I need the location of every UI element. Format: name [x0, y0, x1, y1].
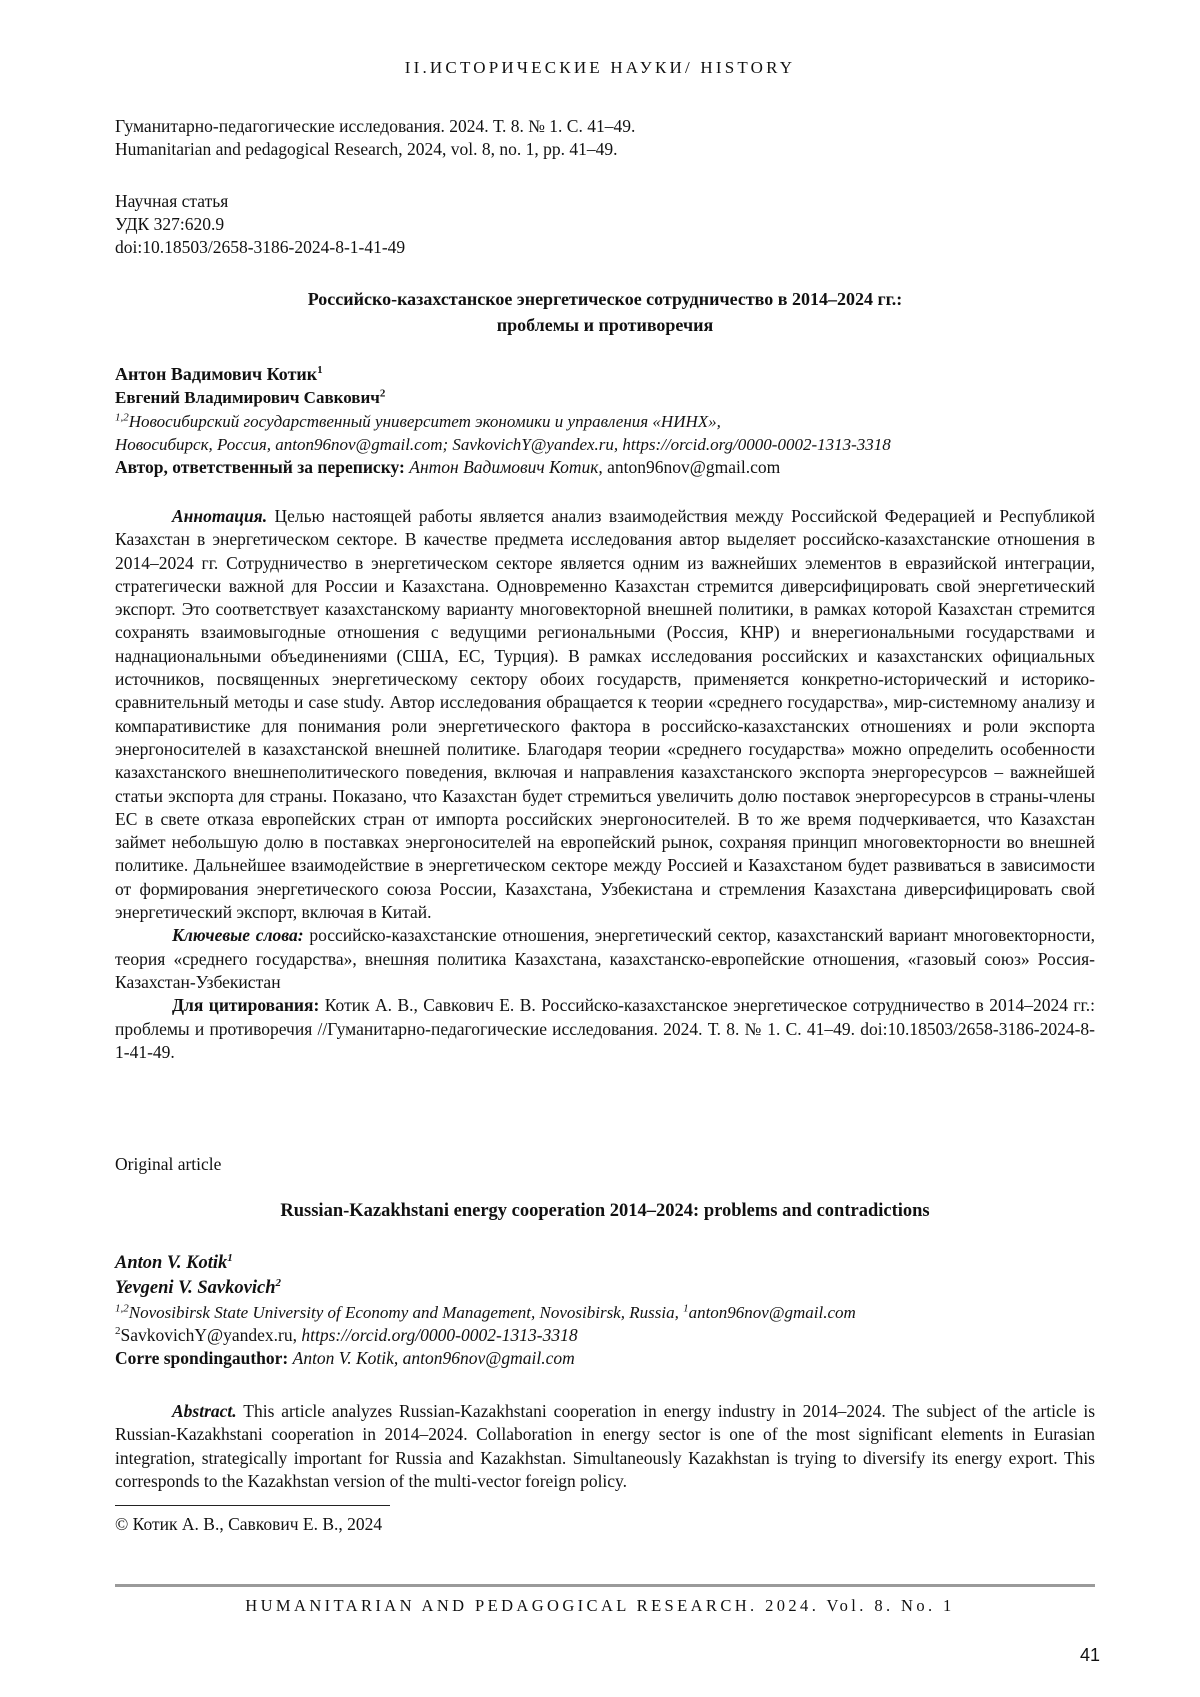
author-1-en-sup: 1: [227, 1251, 233, 1264]
title-en: Russian-Kazakhstani energy cooperation 2014–2024: problems and contradictions: [280, 1201, 930, 1221]
author-2-ru: [115, 386, 1095, 410]
original-article-label: Original article: [115, 1154, 222, 1174]
author-1-sup: 1: [317, 364, 323, 376]
author-2-en-sup: 2: [275, 1276, 281, 1289]
running-head: II.ИСТОРИЧЕСКИЕ НАУКИ/ HISTORY: [404, 58, 796, 77]
corresponding-name: Антон Вадимович Котик,: [409, 457, 603, 477]
article-type: Научная статья: [115, 191, 229, 211]
affiliation-sup: 1,2: [115, 411, 129, 424]
author-2-sup: 2: [379, 387, 386, 400]
copyright-footnote: © Котик А. В., Савкович Е. В., 2024: [115, 1514, 383, 1534]
abstract-ru-text: Целью настоящей работы является анализ взаимодействия между Российской Федерацией и Республикой Казахстан в энергетическом секторе. В качестве предмета исследования автор выделяет российско-казахстанские отношения в 2014–2024 гг. Сотрудничество в энергетическом секторе является одним из важнейших элементов в евразийской интеграции, стратегически важной для России и Казахстана. Одновременно Казахстан стремится диверсифицировать свой энергетический экспорт. Это соответствует казахстанскому варианту многовекторной внешней политики, в рамках которой Казахстан стремится сохранять взаимовыгодные отношения с ведущими региональными (Россия, КНР) и внерегиональными государствами и наднациональными объединениями (США, ЕС, Турция). В рамках исследования российских и казахстанских официальных источников, посвященных энергетическому сектору обоих государств, применяется конкретно-исторический и историко-сравнительный методы и case study. Автор исследования обращается к теории «среднего государства», мир-системному анализу и компаративистике для понимания роли энергетического фактора в российско-казахстанских отношениях и роли экспорта энергоносителей в казахстанской внешней политике. Благодаря теории «среднего государства» можно определить особенности казахстанского внешнеполитического поведения, включая и направления казахстанского экспорта энергоресурсов – важнейшей статьи экспорта для страны. Показано, что Казахстан будет стремиться увеличить долю поставок энергоресурсов в страны-члены ЕС в свете отказа европейских стран от импорта российских энергоносителей. В то же время подчеркивается, что Казахстан займет небольшую долю в поставках энергоносителей на европейский рынок, сохраняя принцип многовекторности во внешней политике. Дальнейшее взаимодействие в энергетическом секторе между Россией и Казахстаном будет развиваться в зависимости от формирования энергетического союза России, Казахстана, Узбекистана и стремления Казахстана диверсифицировать свой энергетический экспорт, включая в Китай.: [115, 506, 1095, 923]
author-2-en: [115, 1276, 1095, 1301]
author-2-en-name: Yevgeni V. Savkovich: [115, 1278, 276, 1298]
title-ru-line2: проблемы и противоречия: [496, 315, 714, 335]
authors-en: [115, 1251, 1095, 1370]
abstract-ru-label: Аннотация.: [172, 506, 268, 526]
author-1-name: Антон Вадимович Котик: [115, 364, 318, 384]
author-1-en-name: Anton V. Kotik: [115, 1253, 228, 1273]
corresponding-author-ru: [115, 456, 1095, 479]
abstract-en-paragraph: [115, 1400, 1095, 1493]
keywords-label: Ключевые слова:: [172, 925, 304, 946]
authors-ru: [115, 362, 1095, 479]
abstract-en-text: This article analyzes Russian-Kazakhstani cooperation in energy industry in 2014–2024. The subject of the article is Russian-Kazakhstani cooperation in 2014–2024. Collaboration in energy sector is one of the most significant elements in Eurasian integration, strategically important for Russia and Kazakhstan. Simultaneously Kazakhstan is trying to diversify its energy export. This corresponds to the Kazakhstan version of the multi-vector foreign policy.: [115, 1401, 1095, 1491]
doi: doi:10.18503/2658-3186-2024-8-1-41-49: [115, 237, 406, 257]
citation-en: Humanitarian and pedagogical Research, 2024, vol. 8, no. 1, pp. 41–49.: [115, 139, 618, 159]
footer-divider: [115, 1584, 1095, 1587]
affiliation-en-text: Novosibirsk State University of Economy and Management, Novosibirsk, Russia,: [128, 1303, 679, 1322]
email2: SavkovichY@yandex.ru,: [120, 1325, 297, 1345]
udk: УДК 327:620.9: [115, 214, 225, 234]
author-1-en: [115, 1251, 1095, 1276]
affiliation-en: [115, 1301, 1095, 1324]
title-ru-line1: Российско-казахстанское энергетическое сотрудничество в 2014–2024 гг.:: [307, 289, 903, 309]
footnote-divider: [115, 1505, 390, 1506]
affiliation-en-sup: 1,2: [115, 1302, 129, 1315]
corresponding-author-en: [115, 1347, 1095, 1370]
title-ru: [115, 286, 1095, 338]
author-1-ru: [115, 362, 1095, 386]
cite-label: Для цитирования:: [172, 995, 320, 1016]
cite-ru: [115, 994, 1095, 1064]
keywords-ru: [115, 924, 1095, 994]
footer-journal: HUMANITARIAN AND PEDAGOGICAL RESEARCH. 2024. Vol. 8. No. 1: [245, 1596, 955, 1615]
email1: anton96nov@gmail.com: [688, 1303, 856, 1322]
orcid-en: https://orcid.org/0000-0002-1313-3318: [301, 1325, 578, 1345]
cite-text: Котик А. В., Савкович Е. В. Российско-казахстанское энергетическое сотрудничество в 2014–2024 гг.: проблемы и противоречия //Гуманитарно-педагогические исследования. 2024. Т. 8. № 1. С. 41–49. doi:10.18503/2658-3186-2024-8-1-41-49.: [115, 995, 1095, 1062]
corresponding-email: anton96nov@gmail.com: [607, 457, 781, 477]
corresponding-en-label: Corre spondingauthor:: [115, 1348, 289, 1368]
abstract-en: [115, 1400, 1095, 1493]
affiliation-ru-line2: Новосибирск, Россия, anton96nov@gmail.com; SavkovichY@yandex.ru, https://orcid.org/0000-0002-1313-3318: [115, 435, 891, 454]
keywords-text: российско-казахстанские отношения, энергетический сектор, казахстанский вариант многовекторности, теория «среднего государства», внешняя политика Казахстана, казахстанско-европейские отношения, «газовый союз» Россия-Казахстан-Узбекистан: [115, 925, 1095, 992]
article-meta: [115, 190, 1095, 259]
email2-line: [115, 1324, 1095, 1347]
affiliation-ru-line1: [115, 410, 1095, 433]
corresponding-en-text: Anton V. Kotik, anton96nov@gmail.com: [292, 1348, 575, 1368]
abstract-ru: [115, 505, 1095, 1064]
affiliation-text: Новосибирский государственный университет экономики и управления «НИНХ»,: [128, 412, 721, 431]
abstract-en-label: Abstract.: [172, 1401, 237, 1421]
email2-sup: 2: [115, 1325, 121, 1338]
author-2-name: Евгений Владимирович Савкович: [115, 388, 380, 407]
email1-sup: 1: [683, 1302, 689, 1315]
abstract-ru-paragraph: [115, 505, 1095, 924]
page-number: 41: [1079, 1645, 1100, 1665]
citation-ru: Гуманитарно-педагогические исследования. 2024. Т. 8. № 1. С. 41–49.: [115, 116, 636, 136]
corresponding-label: Автор, ответственный за переписку:: [115, 457, 405, 477]
citation-info: [115, 115, 1095, 161]
